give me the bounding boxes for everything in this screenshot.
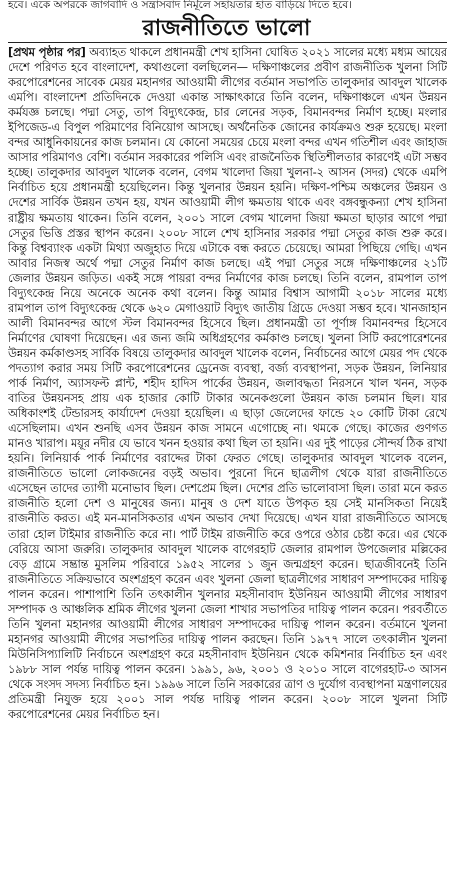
article-headline: রাজনীতিতে ভালো: [142, 16, 311, 41]
article-text: অব্যাহত থাকলে প্রধানমন্ত্রী শেখ হাসিনা ঘোষিত ২০২১ সালের মধ্যে মধ্যম আয়ের দেশে পরিণত হবে বাংলাদেশ, কথাগুলো বলছিলেন— দক্ষিণাঞ্চলের প্রবীণ রাজনীতিক খুলনা সিটি করপোরেশনের সাবেক মেয়র মহানগর আওয়ামী লীগের বর্তমান সভাপতি তালুকদার আবদুল খালেক এমপি। বাংলাদেশ প্রতিদিনকে দেওয়া একান্ত সাক্ষাৎকারে তিনি বলেন, দক্ষিণাঞ্চলে এখন উন্নয়ন কর্মযজ্ঞ চলছে। পদ্মা সেতু, তাপ বিদ্যুৎকেন্দ্র, চার লেনের সড়ক, বিমানবন্দর নির্মাণ হচ্ছে। মংলার ইপিজেড-এ বিপুল পরিমাণের বিনিয়োগ আসছে। অর্থনৈতিক জোনের কার্যক্রমও শুরু হয়েছে। মংলা বন্দর আধুনিকায়নের কাজ চলমান। যে কোনো সময়ের চেয়ে মংলা বন্দর এখন গতিশীল এবং জাহাজ আসার পরিমাণও বেশি। বর্তমান সরকারের পলিসি এবং রাজনৈতিক স্থিতিশীলতার কারণেই এটা সম্ভব হচ্ছে। তালুকদার আবদুল খালেক বলেন, বেগম খালেদা জিয়া খুলনা-২ আসন (সদর) থেকে এমপি নির্বাচিত হয়ে প্রধানমন্ত্রী হয়েছিলেন। কিন্তু খুলনার উন্নয়ন হয়নি। দক্ষিণ-পশ্চিম অঞ্চলের উন্নয়ন ও দেশের সার্বিক উন্নয়ন তখন হয়, যখন আওয়ামী লীগ ক্ষমতায় থাকে এবং বঙ্গবন্ধুকন্যা শেখ হাসিনা রাষ্ট্রীয় ক্ষমতায় থাকেন। তিনি বলেন, ২০০১ সালে বেগম খালেদা জিয়া ক্ষমতা ছাড়ার আগে পদ্মা সেতুর ভিত্তি প্রস্তর স্থাপন করেন। ২০০৮ সালে শেখ হাসিনার সরকার পদ্মা সেতুর কাজ শুরু করে। কিন্তু বিশ্বব্যাংক একটা মিথ্যা অজুহাত দিয়ে এটাকে বন্ধ করতে চেয়েছে। আমরা পিছিয়ে গেছি। এখন আবার নিজস্ব অর্থে পদ্মা সেতুর নির্মাণ কাজ চলছে। এই পদ্মা সেতুর সঙ্গে দক্ষিণাঞ্চলের ২১টি জেলার উন্নয়ন জড়িত। একই সঙ্গে পায়রা বন্দর নির্মাণের কাজ চলছে। তিনি বলেন, রামপাল তাপ বিদ্যুৎকেন্দ্র নিয়ে অনেকে অনেক কথা বলেন। কিন্তু আমার বিশ্বাস আগামী ২০১৮ সালের মধ্যে রামপাল তাপ বিদ্যুৎকেন্দ্র থেকে ৬২০ মেগাওয়াট বিদ্যুৎ জাতীয় গ্রিডে দেওয়া সম্ভব হবে। খানজাহান আলী বিমানবন্দর আগে স্টল বিমানবন্দর হিসেবে ছিল। প্রধানমন্ত্রী তা পূর্ণাঙ্গ বিমানবন্দর হিসেবে নির্মাণের ঘোষণা দিয়েছেন। এর জন্য জমি অধিগ্রহণের কর্মকাণ্ড চলছে। খুলনা সিটি করপোরেশনের উন্নয়ন কর্মকাণ্ডসহ সার্বিক বিষয়ে তালুকদার আবদুল খালেক বলেন, নির্বাচনের আগে মেয়র পদ থেকে পদত্যাগ করার সময় সিটি করপোরেশনের ড্রেনেজ ব্যবস্থা, বর্জ্য ব্যবস্থাপনা, সড়ক উন্নয়ন, লিনিয়ার পার্ক নির্মাণ, অ্যাসফল্ট প্লান্ট, শহীদ হাদিস পার্কের উন্নয়ন, জলাবদ্ধতা নিরসনে খাল খনন, সড়ক বাতির উন্নয়নসহ প্রায় এক হাজার কোটি টাকার অনেকগুলো উন্নয়ন কাজ চলমান ছিল। যার অধিকাংশই টেন্ডারসহ কার্যাদেশ দেওয়া হয়েছিল। এ ছাড়া জেলেদের ফান্ডে ২০ কোটি টাকা রেখে এসেছিলাম। এখন শুনছি এসব উন্নয়ন কাজ সামনে এগোচ্ছে না। থমকে গেছে। কাজের গুণগত মানও খারাপ। ময়ূর নদীর যে ভাবে খনন হওয়ার কথা ছিল তা হয়নি। এর দুই পাড়ের সৌন্দর্য ঠিক রাখা হয়নি। লিনিয়ার্ক পার্ক নির্মাণের বরাদ্দের টাকা ফেরত গেছে। তালুকদার আবদুল খালেক বলেন, রাজনীতিতে ভালো লোকজনের বড়ই অভাব। পুরনো দিনে ছাত্রলীগ থেকে যারা রাজনীতিতে এসেছেন তাদের ত্যাগী মনোভাব ছিল। দেশপ্রেম ছিল। দেশের প্রতি ভালোবাসা ছিল। তারা মনে করত রাজনীতি হলো দেশ ও মানুষের জন্য। মানুষ ও দেশ যাতে উপকৃত হয় সেই মানসিকতা নিয়েই রাজনীতি করত। এই মন-মানসিকতার এখন অভাব দেখা দিয়েছে। এখন যারা রাজনীতিতে আসছে তারা হোল টাইমার রাজনীতি করে না। পার্ট টাইম রাজনীতি করে ওপরে ওঠার চেষ্টা করে। এর থেকে বেরিয়ে আসা জরুরি। তালুকদার আবদুল খালেক বাগেরহাট জেলার রামপাল উপজেলার মল্লিকের বেড় গ্রামে সম্ভ্রান্ত মুসলিম পরিবারে ১৯৫২ সালের ১ জুন জন্মগ্রহণ করেন। ছাত্রজীবনেই তিনি রাজনীতিতে সক্রিয়ভাবে অংশগ্রহণ করেন এবং খুলনা জেলা ছাত্রলীগের সাধারণ সম্পাদকের দায়িত্ব পালন করেন। পাশাপাশি তিনি তৎকালীন খুলনার মহসীনাবাদ ইউনিয়ন আওয়ামী লীগের সাধারণ সম্পাদক ও আঞ্চলিক শ্রমিক লীগের খুলনা জেলা শাখার সভাপতির দায়িত্ব পালন করেন। পরবর্তীতে তিনি খুলনা মহানগর আওয়ামী লীগের সাধারণ সম্পাদকের দায়িত্ব পালন করেন। বর্তমানে খুলনা মহানগর আওয়ামী লীগের সভাপতির দায়িত্ব পালন করছেন। তিনি ১৯৭৭ সালে তৎকালীন খুলনা মিউনিসিপ্যালিটি নির্বাচনে অংশগ্রহণ করে মহসীনাবাদ ইউনিয়ন থেকে কমিশনার নির্বাচিত হন এবং ১৯৮৮ সাল পর্যন্ত দায়িত্ব পালন করেন। ১৯৯১, ৯৬, ২০০১ ও ২০১০ সালে বাগেরহাট-৩ আসন থেকে সংসদ সদস্য নির্বাচিত হন। ১৯৯৬ সালে তিনি সরকারের ত্রাণ ও দুর্যোগ ব্যবস্থাপনা মন্ত্রণালয়ের প্রতিমন্ত্রী নিযুক্ত হয়ে ২০০১ সাল পর্যন্ত দায়িত্ব পালন করেন। ২০০৮ সালে খুলনা সিটি করপোরেশনের মেয়র নির্বাচিত হন।: [8, 45, 447, 722]
previous-article-tail: হবে। একে অপরকে জাগবাদি ও সন্ত্রাসবাদ নির্মূলে সহায়তার হাত বাড়িয়ে দিতে হবে।: [8, 0, 352, 11]
article-paragraph: [8, 45, 447, 722]
continued-from-label: [প্রথম পৃষ্ঠার পর]: [8, 45, 86, 59]
headline-divider: [8, 42, 447, 43]
article-body: [8, 45, 447, 891]
